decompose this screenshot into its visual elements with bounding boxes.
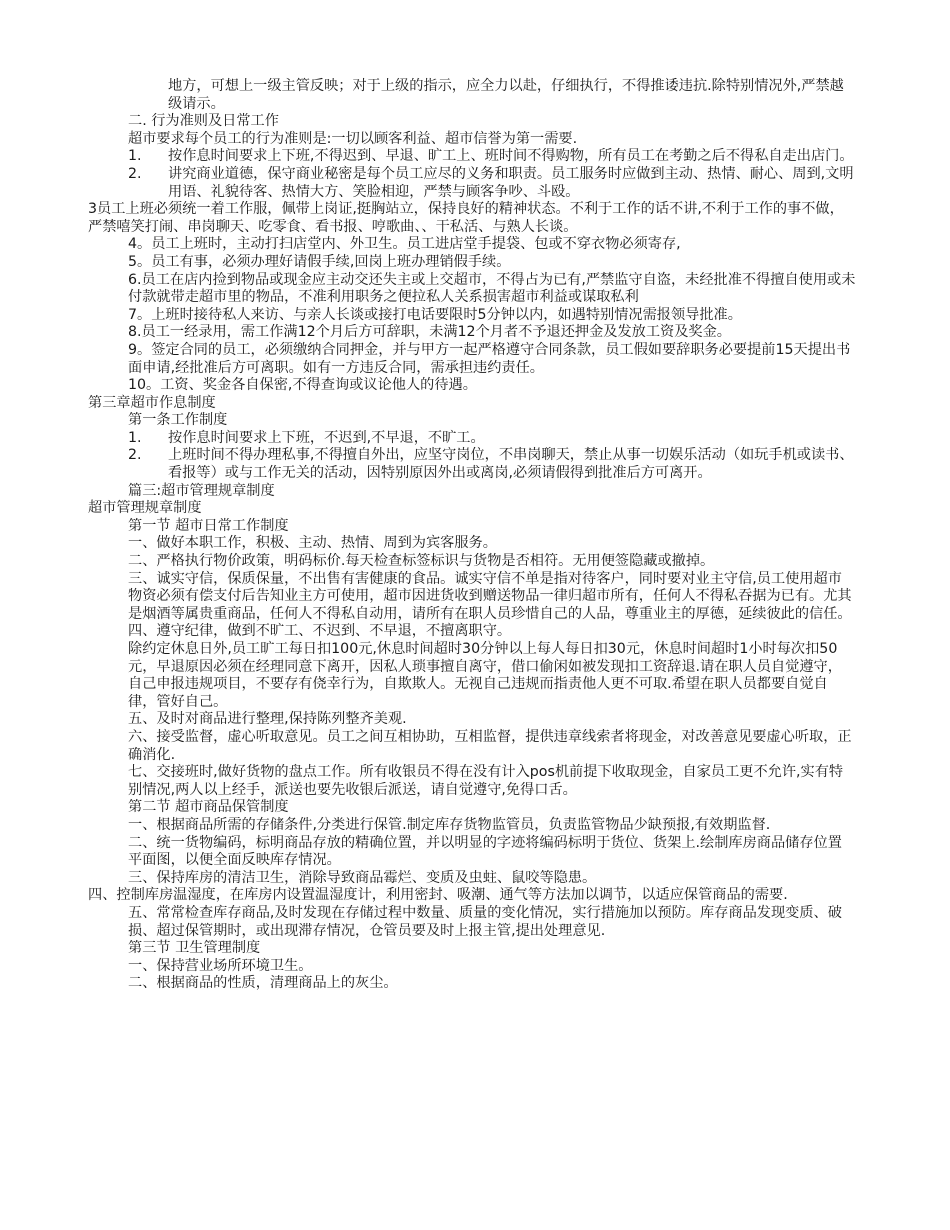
paragraph: 二、严格执行物价政策，明码标价.每天检查标签标识与货物是否相符。无用便签隐藏或撤掉。: [128, 553, 715, 570]
paragraph: 8.员工一经录用，需工作满12个月后方可辞职，未满12个月者不予退还押金及发放工资及奖金。: [128, 324, 731, 341]
paragraph: 第三节 卫生管理制度: [128, 940, 261, 957]
paragraph: 第二节 超市商品保管制度: [128, 799, 289, 816]
paragraph: 第一条工作制度: [128, 412, 228, 429]
paragraph-number: 2.: [128, 447, 142, 464]
paragraph: 4。员工上班时，主动打扫店堂内、外卫生。员工进店堂手提袋、包或不穿衣物必须寄存,: [128, 236, 681, 253]
paragraph: 四、遵守纪律，做到不旷工、不迟到、不早退，不擅离职守。: [128, 623, 512, 640]
paragraph: 5。员工有事，必须办理好请假手续,回岗上班办理销假手续。: [128, 253, 511, 270]
paragraph: 一、保持营业场所环境卫生。: [128, 957, 313, 974]
paragraph: 二. 行为准则及日常工作: [128, 113, 279, 130]
paragraph: 超市要求每个员工的行为准则是:一切以顾客利益、超市信誉为第一需要.: [128, 130, 578, 147]
paragraph: 五、及时对商品进行整理,保持陈列整齐美观.: [128, 711, 407, 728]
paragraph: 二、统一货物编码，标明商品存放的精确位置，并以明显的字迹将编码标明于货位、货架上.绘制库房商品储存位置平面图，以便全面反映库存情况。: [128, 834, 842, 869]
numbered-paragraph: [88, 430, 856, 448]
paragraph: 第一节 超市日常工作制度: [128, 517, 289, 534]
paragraph: 3员工上班必须统一着工作服，佩带上岗证,挺胸站立，保持良好的精神状态。不利于工作的话不讲,不利于工作的事不做，严禁嘻笑打闹、串岗聊天、吃零食、看书报、哼歌曲、、干私活、与熟人长谈。: [88, 201, 844, 235]
paragraph: 第三章超市作息制度: [88, 394, 216, 411]
numbered-paragraph: [88, 148, 856, 166]
numbered-paragraph: [88, 447, 856, 482]
paragraph-number: 2.: [128, 165, 142, 182]
paragraph-text: 按作息时间要求上下班，不迟到,不早退，不旷工。: [168, 429, 485, 446]
paragraph: 六、接受监督，虚心听取意见。员工之间互相协助，互相监督，提供违章线索者将现金，对改善意见要虚心听取，正确消化.: [128, 728, 852, 763]
paragraph: 10。工资、奖金各自保密,不得查询或议论他人的待遇。: [128, 377, 477, 394]
paragraph: 除约定休息日外,员工旷工每日扣100元,休息时间超时30分钟以上每人每日扣30元，休息时间超时1小时每次扣50元，早退原因必须在经理同意下离开，因私人琐事擅自离守，借口偷闲如被发现扣工资辞退.请在职人员自觉遵守，自己申报违规项目，不要存有侥幸行为，自欺欺人。无视自己违规而指责他人更不可取.希望在职人员都要自觉自律，管好自己。: [128, 641, 842, 710]
paragraph: 四、控制库房温湿度，在库房内设置温湿度计，利用密封、吸潮、通气等方法加以调节，以适应保管商品的需要.: [88, 887, 788, 904]
paragraph-number: 1.: [128, 429, 142, 446]
paragraph-text: 上班时间不得办理私事,不得擅自外出，应坚守岗位，不串岗聊天，禁止从事一切娱乐活动（如玩手机或读书、看报等）或与工作无关的活动，因特别原因外出或离岗,必须请假得到批准后方可离开。: [168, 447, 854, 482]
paragraph: 三、保持库房的清洁卫生，消除导致商品霉烂、变质及虫蛀、鼠咬等隐患。: [128, 869, 597, 886]
paragraph: 地方，可想上一级主管反映；对于上级的指示，应全力以赴，仔细执行，不得推诿违抗.除特别情况外,严禁越级请示。: [168, 78, 844, 112]
paragraph-number: 1.: [128, 148, 142, 165]
paragraph: 篇三:超市管理规章制度: [128, 482, 275, 499]
numbered-paragraph: [88, 166, 856, 201]
paragraph-text: 讲究商业道德，保守商业秘密是每个员工应尽的义务和职责。员工服务时应做到主动、热情、耐心、周到,文明用语、礼貌待客、热情大方、笑脸相迎，严禁与顾客争吵、斗殴。: [168, 165, 854, 200]
paragraph: 一、根据商品所需的存储条件,分类进行保管.制定库存货物监管员，负责监管物品少缺预报,有效期监督.: [128, 816, 771, 833]
paragraph: 五、常常检查库存商品,及时发现在存储过程中数量、质量的变化情况，实行措施加以预防。库存商品发现变质、破损、超过保管期时，或出现滞存情况，仓管员要及时上报主管,提出处理意见.: [128, 904, 842, 939]
paragraph: 二、根据商品的性质，清理商品上的灰尘。: [128, 975, 398, 992]
paragraph: 七、交接班时,做好货物的盘点工作。所有收银员不得在没有计入pos机前提下收取现金，自家员工更不允许,实有特别情况,两人以上经手，派送也要先收银后派送，请自觉遵守,免得口舌。: [128, 764, 844, 798]
paragraph: 超市管理规章制度: [88, 500, 202, 517]
paragraph: 三、诚实守信，保质保量，不出售有害健康的食品。诚实守信不单是指对待客户，同时要对业主守信,员工使用超市物资必须有偿支付后告知业主方可使用，超市因进货收到赠送物品一律归超市所有，任何人不得私吞据为已有。尤其是烟酒等属贵重商品，任何人不得私自动用，请所有在职人员珍惜自己的人品，尊重业主的厚德，延续彼此的信任。: [128, 570, 852, 622]
paragraph: 一、做好本职工作，积极、主动、热情、周到为宾客服务。: [128, 535, 497, 552]
paragraph: 9。签定合同的员工，必须缴纳合同押金，并与甲方一起严格遵守合同条款，员工假如要辞职务必要提前15天提出书面申请,经批准后方可离职。如有一方违反合同，需承担违约责任。: [128, 341, 851, 376]
paragraph: 6.员工在店内捡到物品或现金应主动交还失主或上交超市，不得占为已有,严禁监守自盗，未经批准不得擅自使用或未付款就带走超市里的物品，不准利用职务之便拉私人关系损害超市利益或谋取私利: [128, 271, 856, 306]
paragraph-text: 按作息时间要求上下班,不得迟到、早退、旷工上、班时间不得购物，所有员工在考勤之后不得私自走出店门。: [168, 148, 854, 165]
paragraph: 7。上班时接待私人来访、与亲人长谈或接打电话要限时5分钟以内，如遇特别情况需报领导批准。: [128, 306, 742, 323]
